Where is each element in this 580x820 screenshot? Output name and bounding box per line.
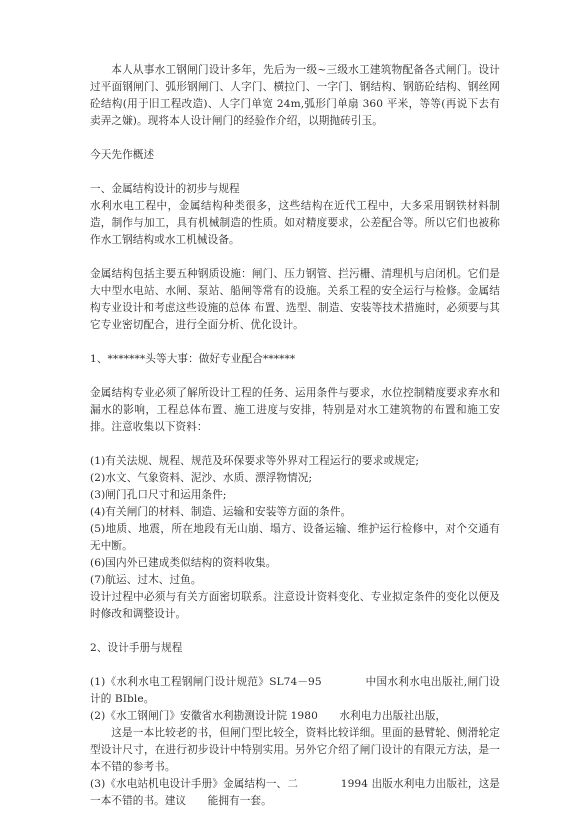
list-item: (6)国内外已建成类似结构的资料收集。: [90, 557, 277, 569]
list-item: (7)航运、过木、过鱼。: [90, 574, 202, 586]
reference-3: (3)《水电站机电设计手册》金属结构一、二 1994 出版水利电力出版社，这是一本不错的书。建议 能拥有一套。: [90, 778, 500, 807]
section1-title: 一、金属结构设计的初步与规程: [90, 183, 240, 195]
document-page: [90, 62, 500, 810]
item2-title: 2、设计手册与规程: [90, 642, 183, 654]
section1-paragraph-2: 金属结构包括主要五种钢质设施：闸门、压力钢管、拦污栅、清理机与启闭机。它们是大中型水电站、水闸、泵站、船闸等常有的设施。关系工程的安全运行与检修。金属结构专业设计和考虑这些设施的总体 布置、选型、制造、安装等技术措施时，必须要与其它专业密切配合，进行全面分析、优化设计。: [90, 268, 500, 331]
list-item: (1)有关法规、规程、规范及环保要求等外界对工程运行的要求或规定;: [90, 455, 420, 467]
reference-2: (2)《水工钢闸门》安徽省水利勘测设计院 1980 水利电力出版社出版，: [90, 710, 447, 722]
list-item: (3)闸门孔口尺寸和运用条件;: [90, 489, 227, 501]
list-item: (4)有关闸门的材料、制造、运输和安装等方面的条件。: [90, 506, 352, 518]
list-item: (2)水文、气象资料、泥沙、水质、漂浮物情况;: [90, 472, 313, 484]
reference-2-note: 这是一本比较老的书，但闸门型比较全，资料比较详细。里面的悬臂轮、侧滑轮定型设计尺寸，在进行初步设计中特别实用。另外它介绍了闸门设计的有限元方法，是一本不错的参考书。: [90, 727, 500, 773]
item1-title: 1、*******头等大事：做好专业配合******: [90, 353, 296, 365]
reference-1: (1)《水利水电工程钢闸门设计规范》SL74－95 中国水利水电出版社,闸门设计的 BIble。: [90, 676, 500, 705]
today-note: 今天先作概述: [90, 149, 155, 161]
section1-paragraph-1: 水利水电工程中，金属结构种类很多，这些结构在近代工程中，大多采用钢铁材料制造，制作与加工，具有机械制造的性质。如对精度要求，公差配合等。所以它们也被称作水工钢结构或水工机械设备。: [90, 200, 500, 246]
intro-paragraph: 本人从事水工钢闸门设计多年，先后为一级~三级水工建筑物配备各式闸门。设计过平面钢闸门、弧形钢闸门、人字门、横拉门、一字门、钢结构、钢筋砼结构、钢丝网砼结构(用于旧工程改造)、人字门单宽 24m,弧形门单扇 360 平米，等等(再说下去有卖弄之嫌)。现将本人设计闸门的经验作介绍，以期抛砖引玉。: [90, 64, 500, 127]
requirements-list: [90, 453, 500, 589]
list-item: (5)地质、地震，所在地段有无山崩、塌方、设备运输、维护运行检修中，对个交通有无中断。: [90, 523, 500, 552]
item1-paragraph-2: 设计过程中必须与有关方面密切联系。注意设计资料变化、专业拟定条件的变化以便及时修改和调整设计。: [90, 591, 500, 620]
item1-paragraph-1: 金属结构专业必须了解所设计工程的任务、运用条件与要求，水位控制精度要求弃水和漏水的影响，工程总体布置、施工进度与安排，特别是对水工建筑物的布置和施工安排。注意收集以下资料：: [90, 387, 500, 433]
